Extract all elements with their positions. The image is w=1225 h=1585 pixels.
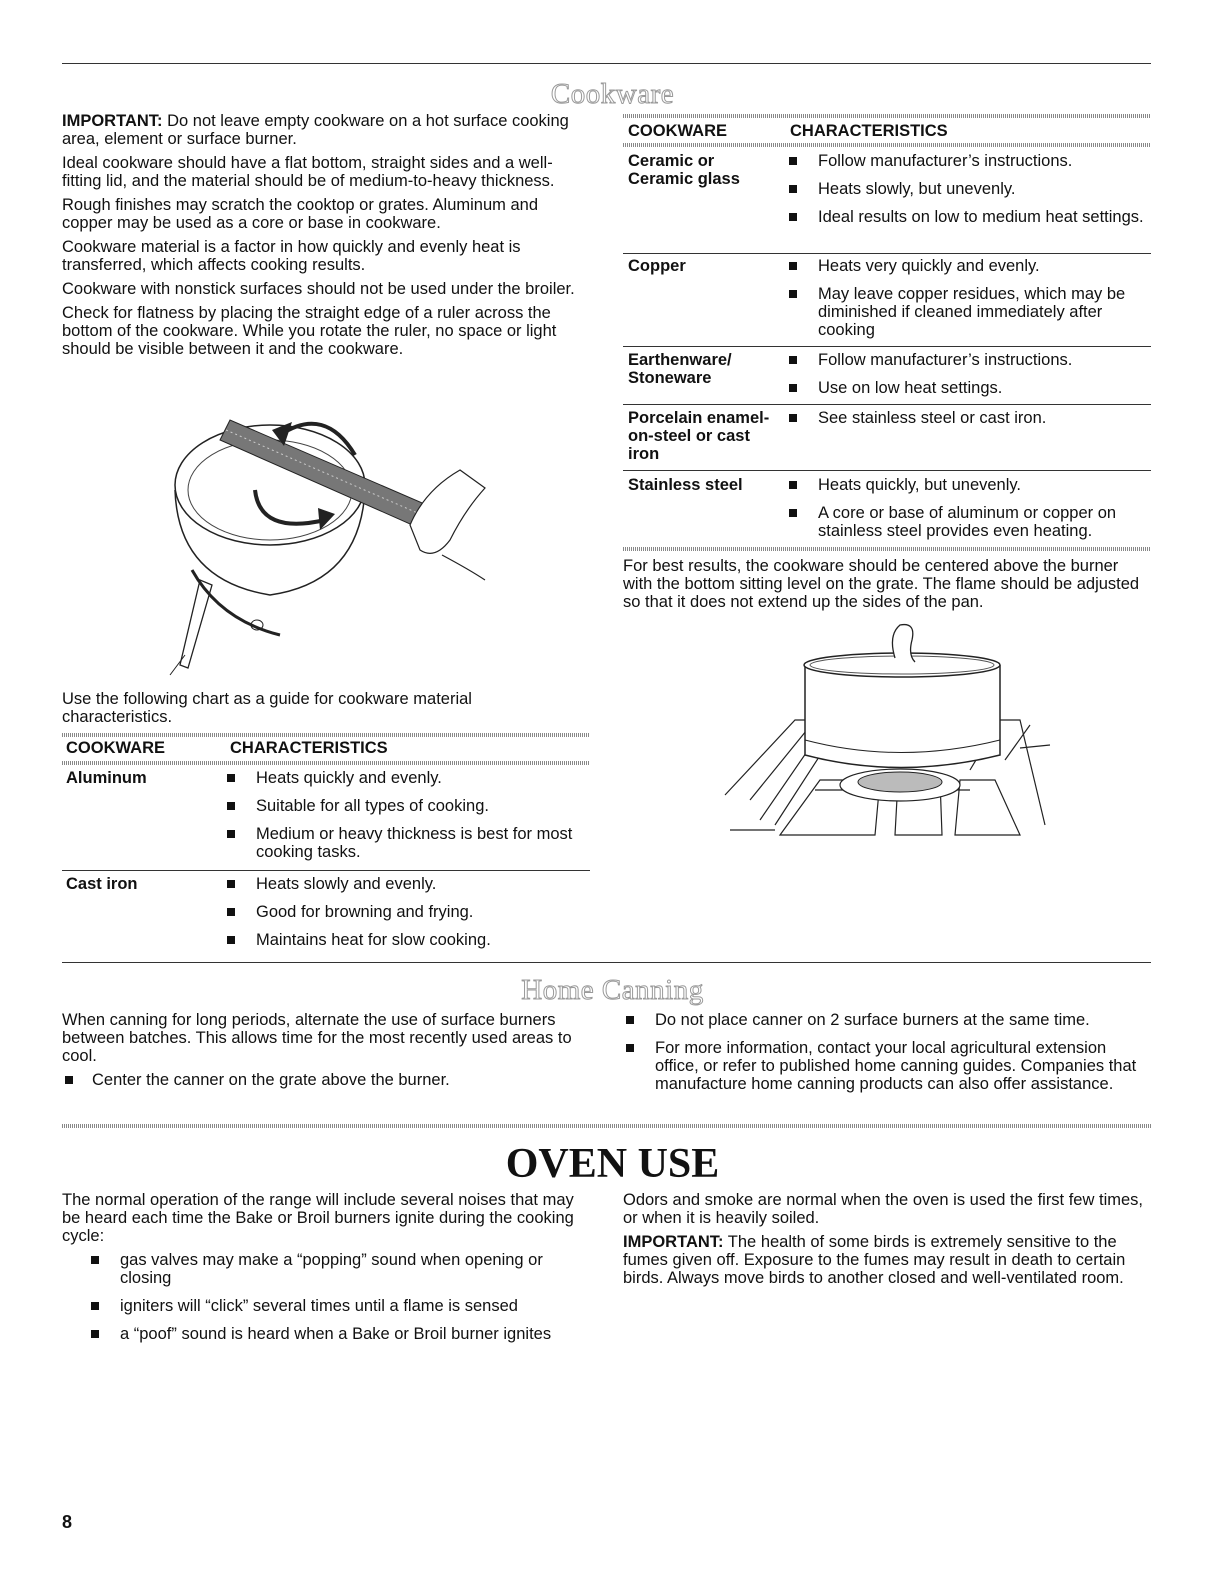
list-item: Heats slowly, but unevenly. [786,180,1146,198]
list-item: Center the canner on the grate above the burner. [62,1071,582,1089]
list-item: Good for browning and frying. [224,903,574,921]
canning-right [623,1011,1151,1103]
table-header-cookware: COOKWARE [628,122,727,140]
oven-intro: The normal operation of the range will include several noises that may be heard each time the Bake or Broil burners ignite during the cooking cycle: [62,1191,574,1245]
table-divider [623,143,1151,147]
table-header-characteristics: CHARACTERISTICS [230,739,388,757]
cookware-title: Cookware [550,78,675,110]
list-item: igniters will “click” several times until a flame is sensed [88,1297,590,1315]
oven-use-title: OVEN USE [505,1141,720,1187]
paragraph: Ideal cookware should have a flat bottom, straight sides and a well-fitting lid, and the material should be of medium-to-heavy thickness. [62,154,555,190]
best-results-note: For best results, the cookware should be centered above the burner with the bottom sitting level on the grate. The flame should be adjusted so that it does not extend up the sides of the pan. [623,557,1140,611]
top-rule [62,63,1151,64]
oven-left [62,1191,590,1353]
row-label: Stainless steel [628,476,743,494]
important-label: IMPORTANT: [623,1233,724,1251]
list-item: May leave copper residues, which may be diminished if cleaned immediately after cooking [786,285,1126,339]
paragraph: Cookware material is a factor in how quickly and evenly heat is transferred, which affects cooking results. [62,238,521,274]
canning-intro: When canning for long periods, alternate the use of surface burners between batches. This allows time for the most recently used areas to cool. [62,1011,572,1065]
list-item: a “poof” sound is heard when a Bake or Broil burner ignites [88,1325,590,1343]
row-label: Copper [628,257,686,275]
important-text: Do not leave empty cookware on a hot surface cooking area, element or surface burner. [62,112,569,148]
row-divider [623,404,1151,405]
list-item: Do not place canner on 2 surface burners at the same time. [623,1011,1151,1029]
row-label: Ceramic or Ceramic glass [628,152,740,188]
row-divider [623,470,1151,471]
list-item: Follow manufacturer’s instructions. [786,351,1146,369]
pan-ruler-illustration [160,410,500,680]
row-label: Earthenware/ Stoneware [628,351,732,387]
list-item: Heats slowly and evenly. [224,875,574,893]
list-item: Heats very quickly and evenly. [786,257,1126,275]
list-item: Medium or heavy thickness is best for most cooking tasks. [224,825,574,861]
list-item: Follow manufacturer’s instructions. [786,152,1146,170]
list-item: Suitable for all types of cooking. [224,797,574,815]
row-label: Porcelain enamel-on-steel or cast iron [628,409,770,463]
list-item: Use on low heat settings. [786,379,1146,397]
paragraph: Rough finishes may scratch the cooktop or grates. Aluminum and copper may be used as a core or base in cookware. [62,196,538,232]
list-item: Heats quickly, but unevenly. [786,476,1126,494]
section-divider [62,1124,1151,1128]
canning-rule [62,962,1151,963]
pot-on-burner-illustration [720,620,1060,845]
paragraph: Check for flatness by placing the straight edge of a ruler across the bottom of the cookware. While you rotate the ruler, no space or light should be visible between it and the cookware. [62,304,557,358]
table-divider [62,733,590,737]
table-header-characteristics: CHARACTERISTICS [790,122,948,140]
canning-left [62,1011,582,1099]
row-divider [62,870,590,871]
row-label: Cast iron [66,875,138,893]
list-item: A core or base of aluminum or copper on stainless steel provides even heating. [786,504,1126,540]
list-item: gas valves may make a “popping” sound when opening or closing [88,1251,590,1287]
row-divider [623,253,1151,254]
important-note [62,112,590,148]
row-label: Aluminum [66,769,147,787]
list-item: Heats quickly and evenly. [224,769,574,787]
cookware-left-text [62,112,590,364]
important-birds-note [623,1233,1151,1287]
table-header-cookware: COOKWARE [66,739,165,757]
important-label: IMPORTANT: [62,112,163,130]
important-text: The health of some birds is extremely sensitive to the fumes given off. Exposure to the fumes may result in death to certain birds. Always move birds to another closed and well-ventilated room. [623,1233,1126,1287]
list-item: See stainless steel or cast iron. [786,409,1146,427]
paragraph: Cookware with nonstick surfaces should not be used under the broiler. [62,280,575,298]
chart-intro: Use the following chart as a guide for cookware material characteristics. [62,690,472,726]
row-divider [623,346,1151,347]
list-item: Maintains heat for slow cooking. [224,931,574,949]
list-item: For more information, contact your local agricultural extension office, or refer to published home canning guides. Companies that manufacture home canning products can also offer assistance. [623,1039,1151,1093]
table-divider [623,547,1151,551]
page-number: 8 [62,1512,73,1532]
canning-title: Home Canning [521,974,704,1006]
table-divider [62,761,590,765]
oven-right [623,1191,1151,1293]
odors-note: Odors and smoke are normal when the oven is used the first few times, or when it is heavily soiled. [623,1191,1143,1227]
table-divider [623,114,1151,118]
list-item: Ideal results on low to medium heat settings. [786,208,1146,226]
